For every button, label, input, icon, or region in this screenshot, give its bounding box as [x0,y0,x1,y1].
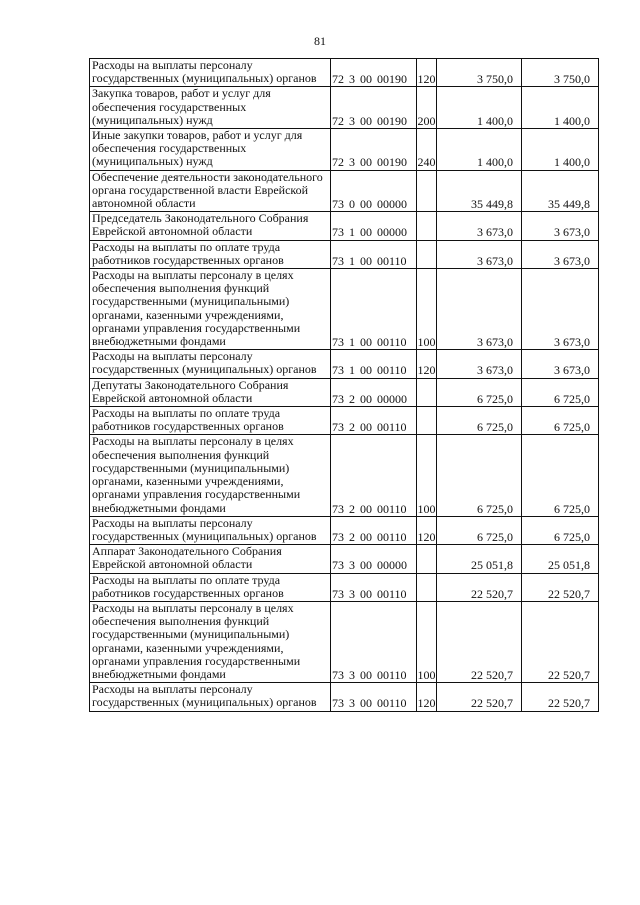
target-code-cell: 73 1 00 00110 [331,240,417,268]
amount-year2-cell: 25 051,8 [522,545,599,573]
item-name-cell: Расходы на выплаты персоналу в целях обеспечения выполнения функций государственными (муниципальными) органами, казенными учреждениями, органами управления государственными внебюджетными фондами [90,435,331,516]
item-name-cell: Иные закупки товаров, работ и услуг для обеспечения государственных (муниципальных) нужд [90,129,331,171]
table-row [90,212,599,240]
item-name-cell: Закупка товаров, работ и услуг для обеспечения государственных (муниципальных) нужд [90,87,331,129]
amount-year2-cell: 22 520,7 [522,601,599,682]
expense-type-cell [417,407,437,435]
expense-type-cell: 120 [417,59,437,87]
table-row [90,170,599,212]
item-name-cell: Расходы на выплаты персоналу государственных (муниципальных) органов [90,59,331,87]
table-row [90,240,599,268]
amount-year2-cell: 6 725,0 [522,435,599,516]
amount-year1-cell: 3 673,0 [437,212,522,240]
table-row [90,683,599,711]
target-code-cell: 73 2 00 00110 [331,435,417,516]
amount-year2-cell: 22 520,7 [522,573,599,601]
target-code-cell: 73 3 00 00110 [331,683,417,711]
table-row [90,545,599,573]
amount-year1-cell: 22 520,7 [437,683,522,711]
amount-year1-cell: 3 673,0 [437,240,522,268]
amount-year1-cell: 25 051,8 [437,545,522,573]
expense-type-cell: 120 [417,683,437,711]
amount-year1-cell: 35 449,8 [437,170,522,212]
expense-type-cell: 100 [417,269,437,350]
amount-year1-cell: 3 673,0 [437,350,522,378]
amount-year1-cell: 6 725,0 [437,378,522,406]
amount-year2-cell: 1 400,0 [522,87,599,129]
item-name-cell: Обеспечение деятельности законодательного органа государственной власти Еврейской автономной области [90,170,331,212]
target-code-cell: 73 2 00 00110 [331,407,417,435]
target-code-cell: 72 3 00 00190 [331,87,417,129]
item-name-cell: Председатель Законодательного Собрания Еврейской автономной области [90,212,331,240]
table-row [90,601,599,682]
amount-year1-cell: 3 750,0 [437,59,522,87]
table-row [90,87,599,129]
expense-type-cell [417,240,437,268]
item-name-cell: Расходы на выплаты персоналу государственных (муниципальных) органов [90,516,331,544]
amount-year2-cell: 3 673,0 [522,240,599,268]
target-code-cell: 73 1 00 00110 [331,350,417,378]
amount-year2-cell: 3 750,0 [522,59,599,87]
expense-type-cell: 120 [417,516,437,544]
expense-type-cell [417,545,437,573]
amount-year1-cell: 6 725,0 [437,407,522,435]
target-code-cell: 73 3 00 00110 [331,573,417,601]
table-row [90,435,599,516]
amount-year1-cell: 22 520,7 [437,573,522,601]
amount-year2-cell: 6 725,0 [522,516,599,544]
item-name-cell: Расходы на выплаты по оплате труда работников государственных органов [90,240,331,268]
expense-type-cell [417,170,437,212]
table-row [90,59,599,87]
expense-type-cell [417,212,437,240]
item-name-cell: Расходы на выплаты по оплате труда работников государственных органов [90,573,331,601]
table-row [90,516,599,544]
target-code-cell: 73 3 00 00110 [331,601,417,682]
amount-year1-cell: 6 725,0 [437,435,522,516]
target-code-cell: 72 3 00 00190 [331,129,417,171]
amount-year1-cell: 22 520,7 [437,601,522,682]
expense-type-cell: 240 [417,129,437,171]
target-code-cell: 73 2 00 00110 [331,516,417,544]
amount-year1-cell: 1 400,0 [437,87,522,129]
item-name-cell: Расходы на выплаты персоналу государственных (муниципальных) органов [90,683,331,711]
item-name-cell: Расходы на выплаты по оплате труда работников государственных органов [90,407,331,435]
target-code-cell: 73 1 00 00110 [331,269,417,350]
budget-table [89,58,599,712]
amount-year2-cell: 3 673,0 [522,212,599,240]
expense-type-cell [417,378,437,406]
amount-year2-cell: 22 520,7 [522,683,599,711]
amount-year1-cell: 6 725,0 [437,516,522,544]
amount-year2-cell: 1 400,0 [522,129,599,171]
expense-type-cell: 200 [417,87,437,129]
amount-year2-cell: 6 725,0 [522,378,599,406]
item-name-cell: Депутаты Законодательного Собрания Еврейской автономной области [90,378,331,406]
item-name-cell: Расходы на выплаты персоналу государственных (муниципальных) органов [90,350,331,378]
target-code-cell: 72 3 00 00190 [331,59,417,87]
expense-type-cell: 120 [417,350,437,378]
expense-type-cell: 100 [417,435,437,516]
amount-year1-cell: 3 673,0 [437,269,522,350]
target-code-cell: 73 0 00 00000 [331,170,417,212]
table-row [90,378,599,406]
table-row [90,407,599,435]
item-name-cell: Аппарат Законодательного Собрания Еврейской автономной области [90,545,331,573]
item-name-cell: Расходы на выплаты персоналу в целях обеспечения выполнения функций государственными (муниципальными) органами, казенными учреждениями, органами управления государственными внебюджетными фондами [90,269,331,350]
amount-year1-cell: 1 400,0 [437,129,522,171]
table-row [90,269,599,350]
expense-type-cell [417,573,437,601]
table-row [90,129,599,171]
item-name-cell: Расходы на выплаты персоналу в целях обеспечения выполнения функций государственными (муниципальными) органами, казенными учреждениями, органами управления государственными внебюджетными фондами [90,601,331,682]
table-row [90,573,599,601]
amount-year2-cell: 35 449,8 [522,170,599,212]
amount-year2-cell: 3 673,0 [522,269,599,350]
target-code-cell: 73 3 00 00000 [331,545,417,573]
target-code-cell: 73 2 00 00000 [331,378,417,406]
amount-year2-cell: 6 725,0 [522,407,599,435]
expense-type-cell: 100 [417,601,437,682]
budget-table-body [90,59,599,712]
target-code-cell: 73 1 00 00000 [331,212,417,240]
page-number: 81 [314,34,326,48]
amount-year2-cell: 3 673,0 [522,350,599,378]
table-row [90,350,599,378]
